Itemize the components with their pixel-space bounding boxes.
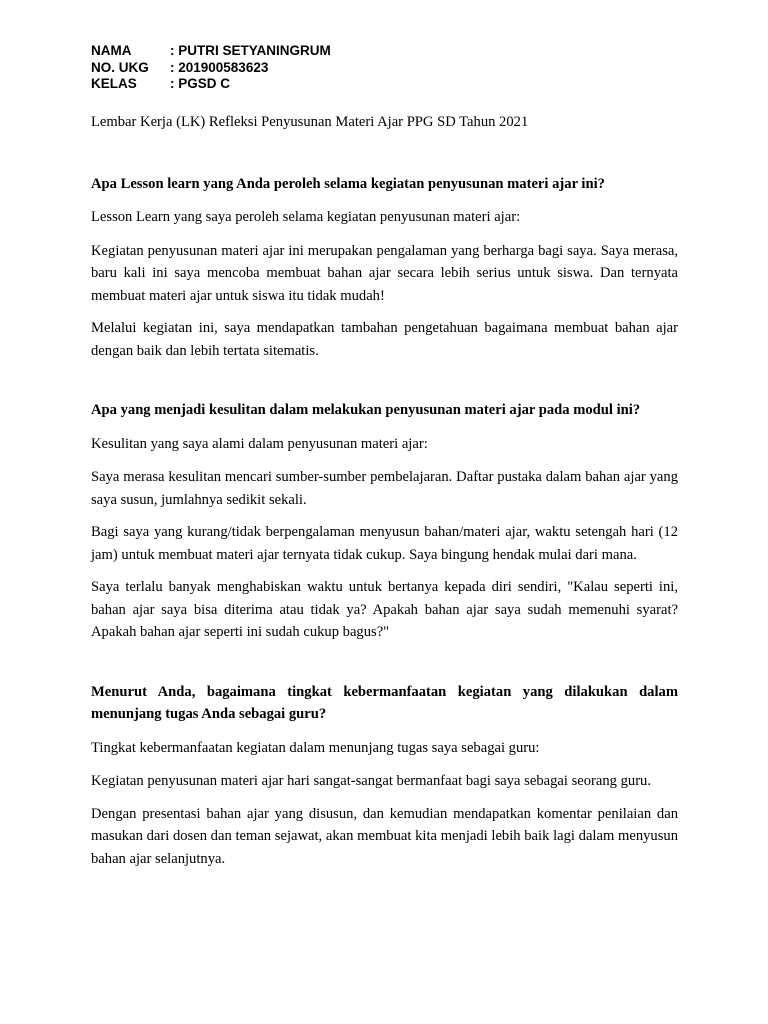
answer-3-intro: Tingkat kebermanfaatan kegiatan dalam menunjang tugas saya sebagai guru: <box>91 739 540 756</box>
answer-3-paragraph-2: Dengan presentasi bahan ajar yang disusun, dan kemudian mendapatkan komentar penilaian dan masukan dari dosen dan teman sejawat, akan membuat kita menjadi lebih baik lagi dalam menyusun bahan ajar selanjutnya. <box>91 805 678 867</box>
student-info-header <box>91 43 331 93</box>
name-label: NAMA <box>91 43 132 58</box>
answer-2-paragraph-3: Saya terlalu banyak menghabiskan waktu untuk bertanya kepada diri sendiri, "Kalau seperti ini, bahan ajar saya bisa diterima atau tidak ya? Apakah bahan ajar saya sudah memenuhi syarat? Apakah bahan ajar seperti ini sudah cukup bagus?" <box>91 579 678 640</box>
class-row <box>91 76 331 93</box>
document-body <box>91 111 678 880</box>
answer-2-intro: Kesulitan yang saya alami dalam penyusunan materi ajar: <box>91 435 428 452</box>
name-row <box>91 43 331 60</box>
question-1: Apa Lesson learn yang Anda peroleh selama kegiatan penyusunan materi ajar ini? <box>91 175 605 192</box>
answer-1-paragraph-2: Melalui kegiatan ini, saya mendapatkan tambahan pengetahuan bagaimana membuat bahan ajar dengan baik dan lebih tertata sitematis. <box>91 320 678 359</box>
ukg-number-label: NO. UKG <box>91 59 149 75</box>
question-2: Apa yang menjadi kesulitan dalam melakukan penyusunan materi ajar pada modul ini? <box>91 402 641 418</box>
answer-2-paragraph-2: Bagi saya yang kurang/tidak berpengalaman menyusun bahan/materi ajar, waktu setengah hari (12 jam) untuk membuat materi ajar ternyata tidak cukup. Saya bingung hendak mulai dari mana. <box>91 524 678 563</box>
question-3: Menurut Anda, bagaimana tingkat kebermanfaatan kegiatan yang dilakukan dalam menunjang tugas Anda sebagai guru? <box>91 683 678 722</box>
answer-1-paragraph-1: Kegiatan penyusunan materi ajar ini merupakan pengalaman yang berharga bagi saya. Saya merasa, baru kali ini saya mencoba membuat bahan ajar secara lebih serius untuk siswa. Dan ternyata membuat materi ajar untuk siswa itu tidak mudah! <box>91 242 678 304</box>
ukg-number-value: : 201900583623 <box>170 59 269 75</box>
answer-3-paragraph-1: Kegiatan penyusunan materi ajar hari sangat-sangat bermanfaat bagi saya sebagai seorang guru. <box>91 773 652 789</box>
class-value: : PGSD C <box>170 76 231 91</box>
document-title: Lembar Kerja (LK) Refleksi Penyusunan Materi Ajar PPG SD Tahun 2021 <box>91 114 529 130</box>
answer-2-paragraph-1: Saya merasa kesulitan mencari sumber-sumber pembelajaran. Daftar pustaka dalam bahan ajar yang saya susun, jumlahnya sedikit sekali. <box>91 469 678 508</box>
class-label: KELAS <box>91 76 137 91</box>
name-value: : PUTRI SETYANINGRUM <box>170 43 331 58</box>
ukg-number-row <box>91 60 331 77</box>
answer-1-intro: Lesson Learn yang saya peroleh selama kegiatan penyusunan materi ajar: <box>91 209 521 225</box>
